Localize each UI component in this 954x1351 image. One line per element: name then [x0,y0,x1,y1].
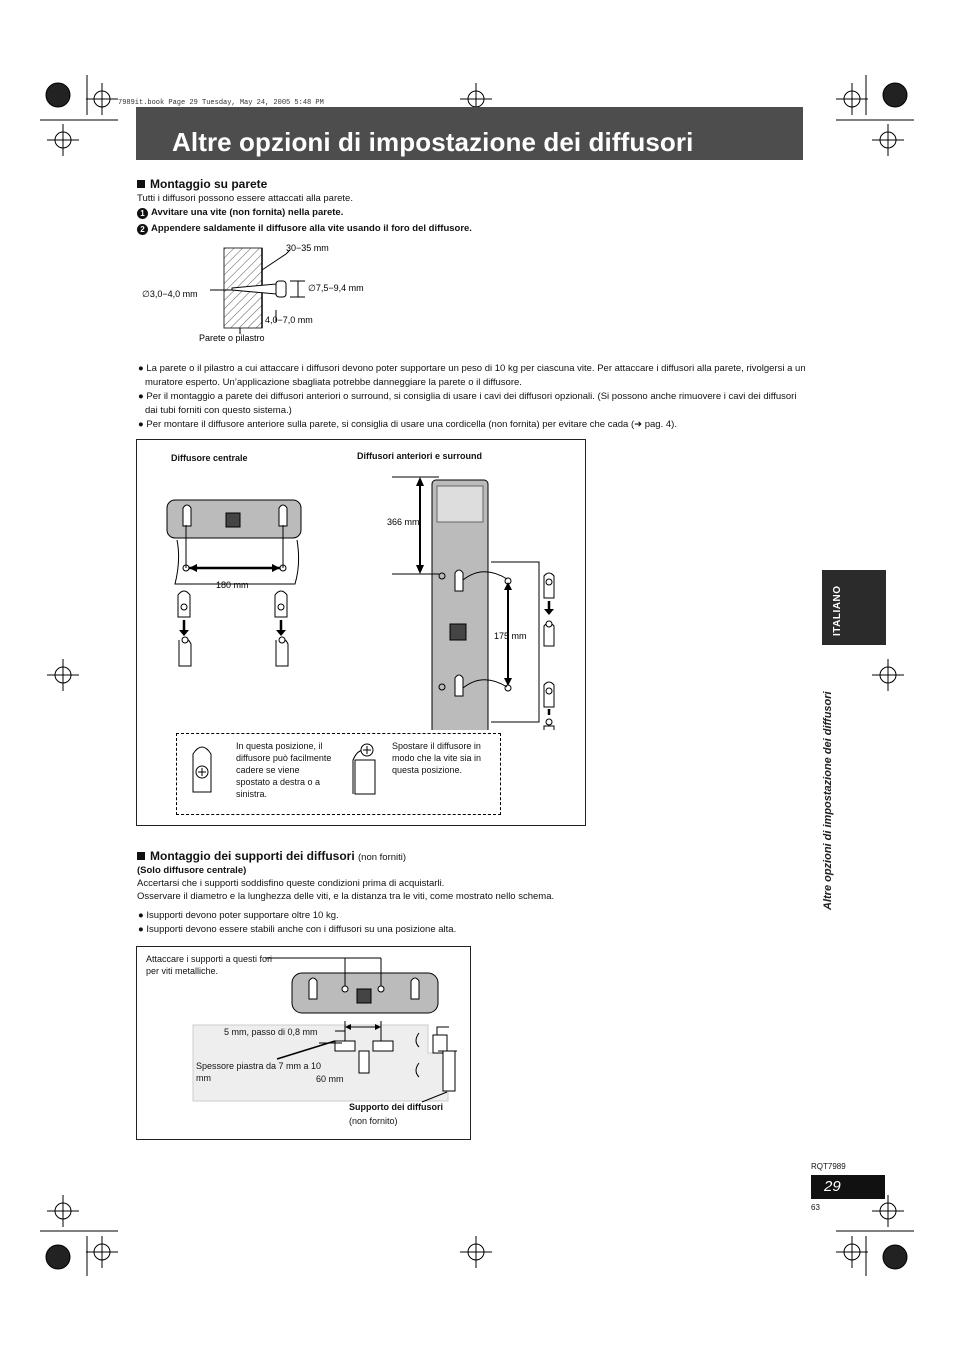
step-number-icon: 1 [137,208,148,219]
stands-bullets [137,909,737,937]
wall-screw-figure [140,240,420,350]
page-number-box [811,1175,885,1199]
page-number: 29 [824,1178,841,1195]
title-band [136,107,803,160]
wall-step-2-text: Appendere saldamente il diffusore alla vite usando il foro del diffusore. [151,223,472,234]
dist-60: 60 mm [316,1074,344,1084]
language-tab [822,570,886,645]
bullet-text: Per montare il diffusore anteriore sulla parete, si consiglia di usare una cordicella (non fornita) per evitare che cada (➜ pag. 4). [146,419,677,430]
stand-label-note: (non fornito) [349,1116,398,1126]
stand-label: Supporto dei diffusori [349,1102,443,1112]
wrong-position-icon [187,740,227,796]
dim-30-35: 30−35 mm [286,243,329,253]
bullet-item: ● Per montare il diffusore anteriore sulla parete, si consiglia di usare una cordicella (non fornita) per evitare che cada (➜ pag. 4). [138,419,677,430]
square-bullet-icon [137,180,145,188]
caution-box [176,733,501,815]
screw-spec: 5 mm, passo di 0,8 mm [224,1027,318,1037]
square-bullet-icon [137,852,145,860]
side-running-title: Altre opzioni di impostazione dei diffusori [822,691,834,910]
wall-bullets [137,362,807,432]
dim-366: 366 mm [387,517,420,527]
warn-good-text: Spostare il diffusore in modo che la vite sia in questa posizione. [392,741,482,775]
wall-label: Parete o pilastro [199,333,265,343]
stands-sub: (Solo diffusore centrale) [137,865,247,876]
correct-position-icon [345,738,385,796]
warn-bad-text: In questa posizione, il diffusore può facilmente cadere se viene spostato a destra o a sinistra. [236,741,332,799]
bullet-text: La parete o il pilastro a cui attaccare i diffusori devono poter supportare un peso di 10 kg per ciascuna vite. Per attaccare i diffusori alla parete, rivolgersi a un muratore esperto. Un’applicazione sbagliata potrebbe danneggiare la parete o il diffusore. [145,363,806,388]
dim-7-5: ∅7,5−9,4 mm [308,283,364,293]
bullet-item: ● Isupporti devono essere stabili anche con i diffusori su una posizione alta. [138,924,457,935]
bullet-text: Per il montaggio a parete dei diffusori anteriori o surround, si consiglia di usare i cavi dei diffusori opzionali. (Si possono anche rimuovere i cavi dei diffusori dai tubi forniti con questo sistema.) [145,391,797,416]
wall-step-1-text: Avvitare una vite (non fornita) nella parete. [151,207,344,218]
bullet-item: ● Per il montaggio a parete dei diffusori anteriori o surround, si consiglia di usare i cavi dei diffusori opzionali. (Si possono anche rimuovere i cavi dei diffusori dai tubi forniti con questo sistema.) [138,391,797,416]
stands-heading [137,849,406,863]
bullet-text: Isupporti devono essere stabili anche con i diffusori su una posizione alta. [146,924,457,935]
dim-3-0: ∅3,0−4,0 mm [142,289,198,299]
speaker-drawing [137,440,585,730]
front-speaker-title: Diffusori anteriori e surround [357,451,483,461]
step-number-icon: 2 [137,224,148,235]
bullet-item: ● La parete o il pilastro a cui attaccare i diffusori devono poter supportare un peso di 10 kg per ciascuna vite. Per attaccare i diffusori alla parete, rivolgersi a un muratore esperto. Un’applicazione sbagliata potrebbe danneggiare la parete o il diffusore. [138,363,806,388]
print-stamp: 7989it.book Page 29 Tuesday, May 24, 2005 5:48 PM [118,99,324,107]
stand-diagram [136,946,471,1140]
wall-step-2 [137,223,472,235]
language-tab-label: ITALIANO [832,585,843,636]
dim-4-0: 4,0−7,0 mm [265,315,313,325]
doc-code: RQT7989 [811,1162,846,1171]
bullet-item: ● Isupporti devono poter supportare oltre 10 kg. [138,910,339,921]
stands-p2: Osservare il diametro e la lunghezza delle viti, e la distanza tra le viti, come mostrato nello schema. [137,891,555,902]
page-title: Altre opzioni di impostazione dei diffusori [172,127,694,157]
screw-head [276,281,286,297]
bullet-text: Isupporti devono poter supportare oltre 10 kg. [146,910,339,921]
stands-heading-note: (non forniti) [358,852,407,863]
wall-step-1 [137,207,343,219]
wall-heading-text: Montaggio su parete [150,177,268,191]
dim-180: 180 mm [216,580,249,590]
center-speaker-title: Diffusore centrale [171,453,248,463]
wall-heading [137,177,267,191]
sub-page-number: 63 [811,1203,820,1212]
plate-spec: Spessore piastra da 7 mm a 10 mm [196,1061,322,1083]
wall-intro: Tutti i diffusori possono essere attaccati alla parete. [137,193,353,204]
mounting-diagram [136,439,586,826]
attach-text: Attaccare i supporti a questi fori per viti metalliche. [146,954,273,976]
dim-175: 175 mm [494,631,527,641]
stands-p1: Accertarsi che i supporti soddisfino queste condizioni prima di acquistarli. [137,878,445,889]
stands-heading-text: Montaggio dei supporti dei diffusori [150,849,355,863]
